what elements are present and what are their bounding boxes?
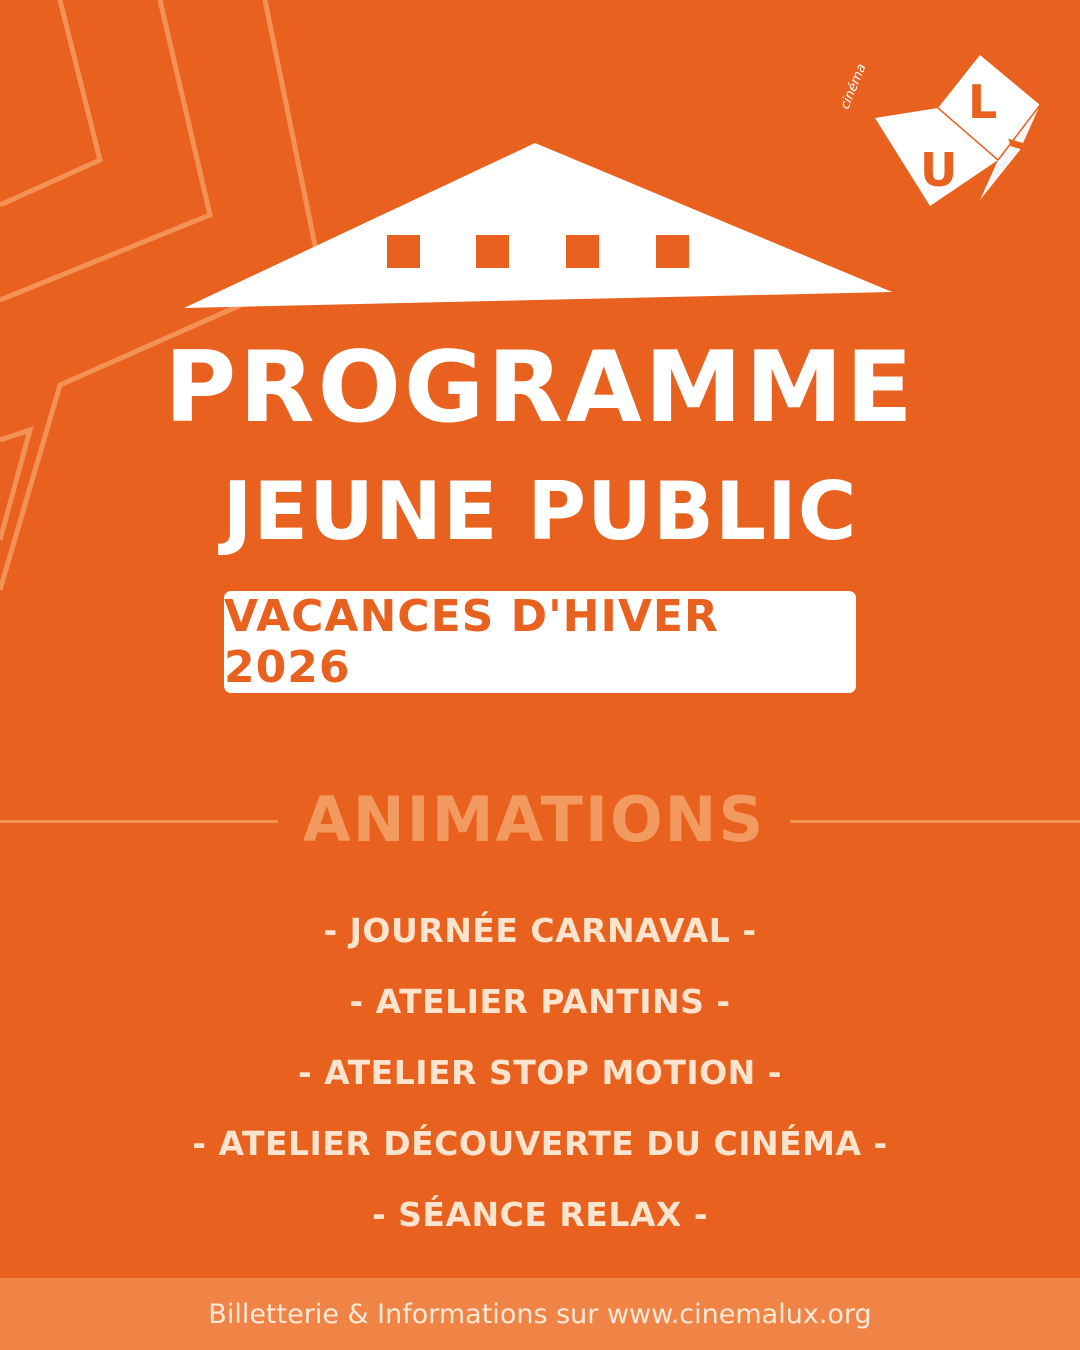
list-item: - ATELIER STOP MOTION - (297, 1053, 782, 1092)
footer-text: Billetterie & Informations sur www.cinemalux.org (208, 1298, 872, 1330)
logo-letter-l: L (968, 75, 998, 129)
title-line-2: JEUNE PUBLIC (222, 465, 858, 558)
season-badge: VACANCES D'HIVER 2026 (224, 591, 856, 693)
building-roof-icon (180, 140, 900, 315)
list-item: - JOURNÉE CARNAVAL - (323, 911, 757, 950)
list-item: - SÉANCE RELAX - (371, 1195, 709, 1234)
footer-band (0, 1278, 1080, 1350)
divider-left (0, 820, 278, 823)
list-item: - ATELIER DÉCOUVERTE DU CINÉMA - (192, 1124, 888, 1163)
title-line-1: PROGRAMME (164, 331, 916, 445)
list-item: - ATELIER PANTINS - (349, 982, 731, 1021)
divider-right (790, 820, 1080, 823)
logo-letter-x: X (998, 126, 1052, 171)
logo-prefix: cinéma (837, 61, 870, 112)
activity-list (0, 895, 1080, 1250)
logo-letter-u: U (920, 143, 958, 197)
section-heading: ANIMATIONS (302, 783, 766, 856)
